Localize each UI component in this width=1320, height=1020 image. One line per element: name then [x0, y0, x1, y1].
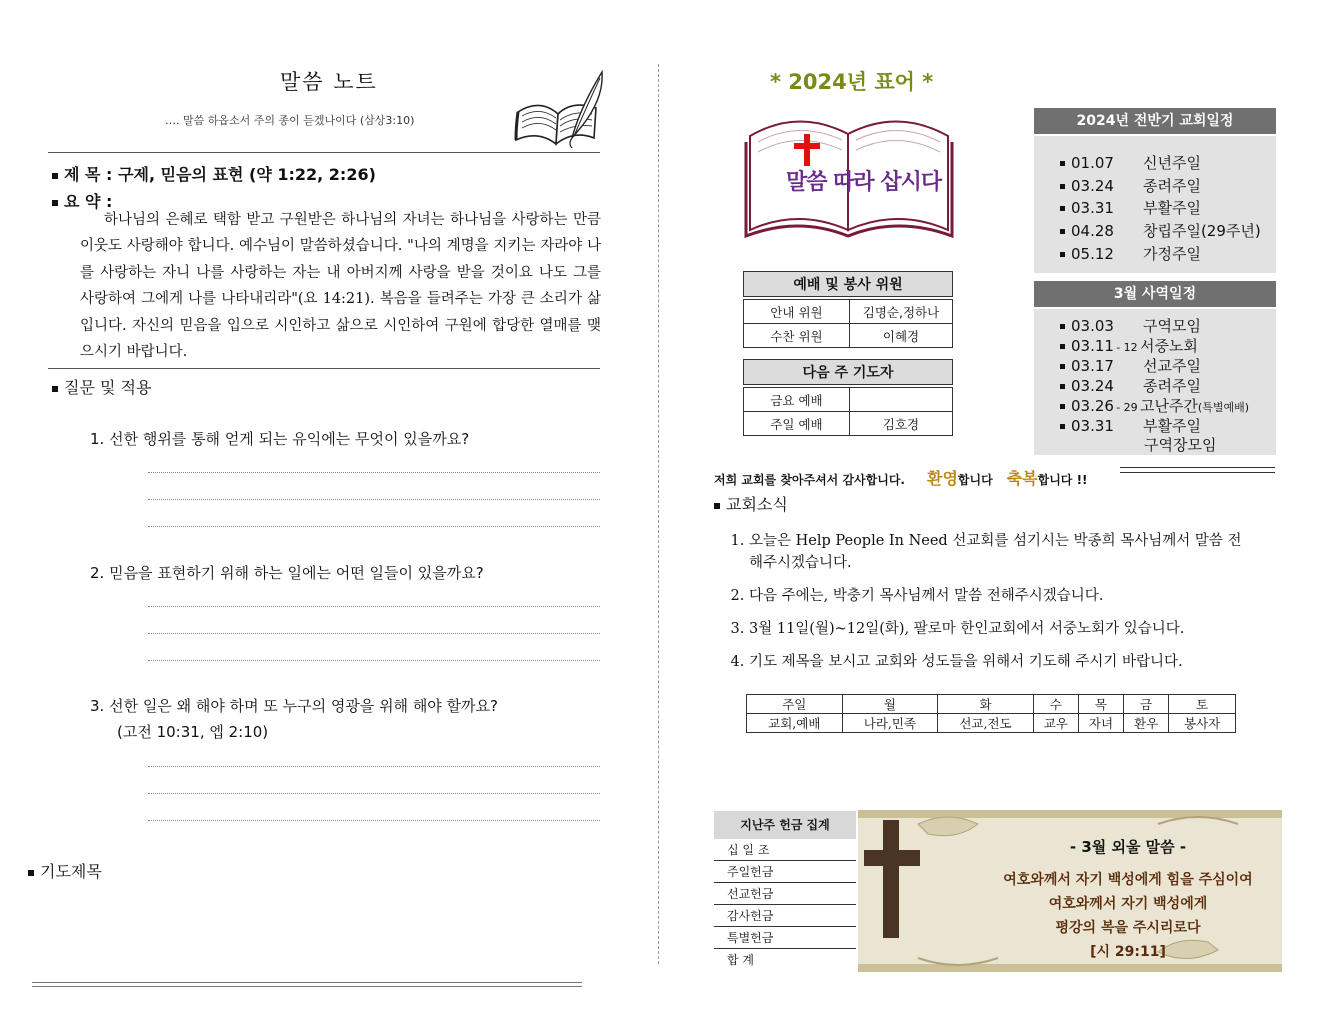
bullet-icon: [1060, 364, 1065, 369]
welcome-message: 저희 교회를 찾아주셔서 감사합니다. 환영합니다 축복합니다 !!: [714, 469, 1088, 488]
table-row: [744, 412, 953, 436]
answer-line[interactable]: [148, 793, 600, 794]
table-cell: [850, 388, 953, 412]
bottom-rule: [32, 982, 582, 987]
prayer-heading: [28, 859, 102, 882]
news-item: 1. 오늘은 Help People In Need 선교회를 섬기시는 박종희 목사님께서 말씀 전해주시겠습니다.: [749, 530, 1247, 574]
answer-line[interactable]: [148, 660, 600, 661]
verse-line: 여호와께서 자기 백성에게 힘을 주심이여: [1003, 872, 1253, 888]
table-row: [747, 714, 1236, 733]
table-cell: 선교,전도: [938, 714, 1034, 733]
divider: [1120, 467, 1275, 473]
bullet-icon: [1060, 229, 1065, 234]
question-1: 1. 선한 행위를 통해 얻게 되는 유익에는 무엇이 있을까요?: [90, 430, 470, 448]
bullet-icon: [1060, 384, 1065, 389]
bullet-icon: [28, 870, 34, 876]
church-news-heading: 교회소식: [714, 492, 788, 515]
bullet-icon: [714, 503, 720, 509]
subject-label: 제 목 :: [64, 165, 113, 184]
divider: [48, 368, 600, 369]
offering-row: 선교헌금: [714, 883, 856, 905]
table-cell: 금요 예배: [744, 388, 850, 412]
bullet-icon: [52, 200, 58, 206]
march-schedule-header: 3월 사역일정: [1034, 281, 1276, 307]
news-item: 2. 다음 주에는, 박충기 목사님께서 말씀 전해주시겠습니다.: [749, 585, 1247, 607]
summary-label: 요 약 :: [64, 192, 113, 211]
cross-icon: [864, 820, 920, 938]
table-cell: 안내 위원: [744, 300, 850, 324]
sermon-subject: [52, 162, 376, 185]
subject-text: 구제, 믿음의 표현 (약 1:22, 2:26): [118, 165, 376, 184]
schedule-item: 05.12 가정주일: [1060, 243, 1201, 264]
next-prayer-header: 다음 주 기도자: [743, 359, 953, 385]
answer-line[interactable]: [148, 820, 600, 821]
table-cell: 수찬 위원: [744, 324, 850, 348]
bullet-icon: [1060, 424, 1065, 429]
news-item: 3. 3월 11일(월)~12일(화), 팔로마 한인교회에서 서중노회가 있습니다.: [749, 618, 1247, 640]
bullet-icon: [52, 386, 58, 392]
table-cell: 금: [1124, 695, 1169, 714]
table-cell: 김명순,정하나: [850, 300, 953, 324]
schedule-item: 03.11 - 12 서중노회: [1060, 335, 1198, 356]
schedule-item: 03.31 부활주일: [1060, 197, 1201, 218]
memory-verse-text: [958, 868, 1298, 964]
schedule-item: 03.26 - 29 고난주간(특별예배): [1060, 395, 1249, 416]
verse-reference: [시 29:11]: [1090, 944, 1166, 960]
bullet-icon: [1060, 324, 1065, 329]
table-cell: 김호경: [850, 412, 953, 436]
table-cell: 주일: [747, 695, 843, 714]
weekly-prayer-topics-table: [746, 694, 1236, 733]
motto-book-text: 말씀 따라 삽시다: [786, 170, 942, 195]
table-row: [744, 388, 953, 412]
schedule-item: 03.03 구역모임: [1060, 315, 1201, 336]
answer-line[interactable]: [148, 633, 600, 634]
motto-heading: * 2024년 표어 *: [770, 70, 934, 94]
question-3: 3. 선한 일은 왜 해야 하며 또 누구의 영광을 위해 해야 할까요?: [90, 697, 498, 715]
answer-line[interactable]: [148, 766, 600, 767]
table-cell: 수: [1033, 695, 1078, 714]
church-news-list: [727, 530, 1247, 684]
table-cell: 자녀: [1078, 714, 1123, 733]
offering-summary-header: 지난주 헌금 집계: [714, 811, 856, 839]
memory-verse-panel: [858, 810, 1282, 972]
schedule-item: 03.24 종려주일: [1060, 375, 1201, 396]
offering-row: 감사헌금: [714, 905, 856, 927]
schedule-item: 03.24 종려주일: [1060, 175, 1201, 196]
bible-quill-icon: [510, 68, 606, 148]
schedule-header: 2024년 전반기 교회일정: [1034, 108, 1276, 134]
page-fold-divider: [658, 64, 659, 964]
schedule-item: 구역장모임: [1144, 436, 1217, 454]
offering-row: 십 일 조: [714, 839, 856, 861]
sermon-note-subtitle: …. 말씀 하옵소서 주의 종이 듣겠나이다 (삼상3:10): [165, 114, 415, 127]
answer-line[interactable]: [148, 499, 600, 500]
sermon-note-title: 말씀 노트: [280, 70, 378, 94]
table-row: [744, 300, 953, 324]
table-cell: 목: [1078, 695, 1123, 714]
question-3-reference: (고전 10:31, 엡 2:10): [117, 723, 269, 741]
question-2: 2. 믿음을 표현하기 위해 하는 일에는 어떤 일들이 있을까요?: [90, 564, 484, 582]
table-cell: 환우: [1124, 714, 1169, 733]
bullet-icon: [1060, 344, 1065, 349]
bullet-icon: [1060, 404, 1065, 409]
summary-text: 하나님의 은혜로 택함 받고 구원받은 하나님의 자녀는 하나님을 사랑하는 만큼 이웃도 사랑해야 합니다. 예수님이 말씀하셨습니다. "나의 계명을 지키는 자라야 나를 사랑하는 자니 나를 사랑하는 자는 내 아버지께 사랑을 받을 것이요 나도 그를 사랑하여 그에게 나를 나타내리라"(요 14:21). 복음을 들려주는 가장 큰 소리가 삶입니다. 자신의 믿음을 입으로 시인하고 삶으로 시인하여 구원에 합당한 열매를 맺으시기 바랍니다.: [80, 212, 601, 361]
table-cell: 교우: [1033, 714, 1078, 733]
qa-heading: [52, 375, 151, 398]
bullet-icon: [1060, 252, 1065, 257]
march-schedule-box: [1034, 309, 1276, 455]
table-row: [744, 324, 953, 348]
qa-label: 질문 및 적용: [64, 378, 152, 397]
offering-row: 주일헌금: [714, 861, 856, 883]
table-cell: 화: [938, 695, 1034, 714]
prayer-label: 기도제목: [40, 862, 102, 881]
bullet-icon: [1060, 161, 1065, 166]
answer-line[interactable]: [148, 526, 600, 527]
news-item: 4. 기도 제목을 보시고 교회와 성도들을 위해서 기도해 주시기 바랍니다.: [749, 651, 1247, 673]
schedule-item: 01.07 신년주일: [1060, 152, 1201, 173]
schedule-item: 03.17 선교주일: [1060, 355, 1201, 376]
table-cell: 주일 예배: [744, 412, 850, 436]
offering-row: 합 계: [727, 953, 754, 967]
motto-book-graphic: [744, 112, 954, 238]
offering-row: 특별헌금: [714, 927, 856, 949]
memory-verse-title: - 3월 외울 말씀 -: [1069, 838, 1187, 856]
table-cell: 월: [842, 695, 938, 714]
schedule-item: 03.31 부활주일: [1060, 415, 1201, 436]
service-committee-table: [743, 299, 953, 348]
schedule-item: 04.28 창립주일(29주년): [1060, 220, 1261, 241]
table-cell: 이혜경: [850, 324, 953, 348]
answer-line[interactable]: [148, 472, 600, 473]
next-prayer-table: [743, 387, 953, 436]
bullet-icon: [1060, 184, 1065, 189]
bullet-icon: [1060, 206, 1065, 211]
answer-line[interactable]: [148, 606, 600, 607]
table-row: [747, 695, 1236, 714]
verse-line: 여호와께서 자기 백성에게: [1048, 896, 1208, 912]
table-cell: 토: [1169, 695, 1236, 714]
divider: [48, 152, 600, 153]
table-cell: 교회,예배: [747, 714, 843, 733]
schedule-box: [1034, 136, 1276, 273]
table-cell: 봉사자: [1169, 714, 1236, 733]
service-committee-header: 예배 및 봉사 위원: [743, 271, 953, 297]
bullet-icon: [52, 173, 58, 179]
verse-line: 평강의 복을 주시리로다: [1055, 920, 1201, 936]
table-cell: 나라,민족: [842, 714, 938, 733]
